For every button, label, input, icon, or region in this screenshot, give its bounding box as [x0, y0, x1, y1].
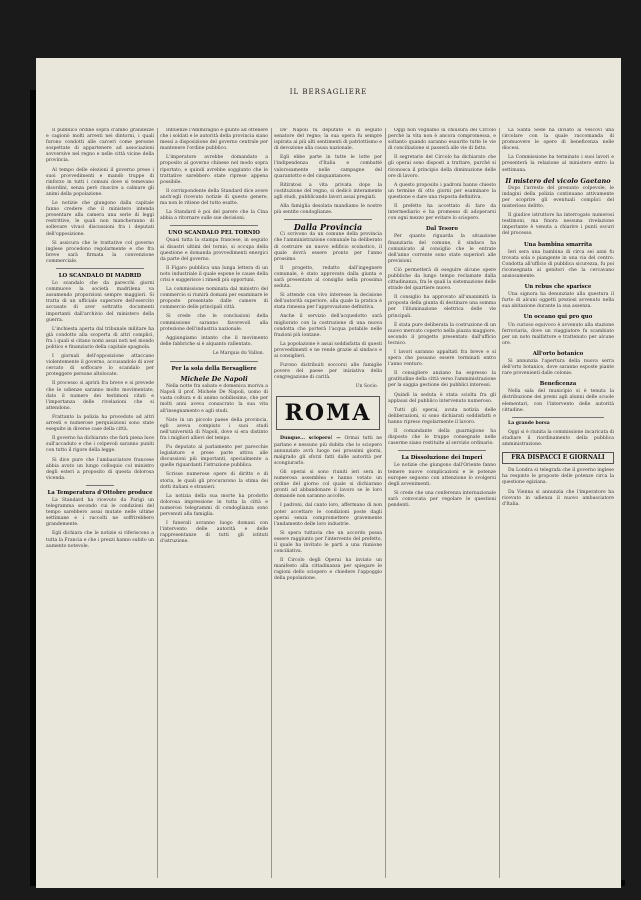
- column-rule: [385, 128, 386, 878]
- column-rule: [157, 128, 158, 878]
- column-rule: [499, 128, 500, 878]
- section-heading: Michele De Napoli: [180, 375, 248, 384]
- section-heading: Una bambina smarrita: [523, 241, 592, 248]
- section-heading: La Dissoluzione dei Imperi: [401, 455, 483, 462]
- section-heading: Un oceano qui pro quo: [523, 314, 593, 321]
- column-2: Influenze l'Ammiraglio è giunto ad ottenere che i soldati e le autorità della provincia siano messi a disposizione del governo centrale per mantenere l'ordine pubblico. L'imperatore avrebbe domandato a proposito al governo chinese nel modo sopra riportato, e quindi avrebbe soggiunto che le trattative sarebbero state riprese appena possibile. Il corrispondente della Standard dice avere anch'egli ricevuto notizie di questo genere, ma non le ritiene del tutto esatte. La Standard è poi del parere che la Cina abbia a ritornare sulle sue decisioni. UNO SCANDALO PEL TORNIO Quasi tutta la stampa francese, in seguito ai disastri ultimi del tornio, si occupa della questione e domanda provvedimenti energici da parte del governo. Il Figaro pubblica una lunga lettera di un noto industriale il quale espone le cause della crisi e suggerisce i rimedi più opportuni. La commissione nominata dal ministro del commercio si riunirà domani per esaminare le proposte presentate dalle camere di commercio delle principali città. Si crede che le conclusioni della commissione saranno favorevoli alla protezione dell'industria nazionale. Aggiungiamo intanto che il movimento delle fabbriche si è alquanto rallentato. Le Marquis du Vallon. Per la sola della Bersagliere Michele De Napoli Nella notte fra sabato e domenica moriva a Napoli il prof. Michele De Napoli, uomo di vasta coltura e di animo nobilissimo, che per molti anni aveva consacrato la sua vita all'insegnamento e agli studi. Nato in un piccolo paese della provincia, egli aveva compiuto i suoi studi nell'università di Napoli, dove si era distinto fra i migliori allievi del tempo. Fu deputato al parlamento per parecchie legislature e prese parte attiva alle discussioni più importanti, specialmente a quelle riguardanti l'istruzione pubblica. Scrisse numerose opere di diritto e di storia, le quali gli procurarono la stima dei dotti italiani e stranieri. La notizia della sua morte ha prodotto dolorosa impressione in tutta la città e numerosi telegrammi di condoglianza sono pervenuti alla famiglia. I funerali avranno luogo domani con l'intervento delle autorità e delle rappresentanze di tutti gli istituti d'istruzione.: [160, 128, 268, 545]
- column-1: Il pubblico ordine sopra d'ambo grandezze e cagionò molti arresti nei dintorni, i quali furono condotti alle carceri come persone sospettate di appartenere ad associazioni sovversive nel regno e nelle città vicine della provincia. Al tempo delle elezioni il governo prese i suoi provvedimenti e mandò truppe di rinforzo in tutti i comuni dove si temevano disordini, senza però riuscire a calmare gli animi della popolazione. Le notizie che giungono dalla capitale fanno credere che il ministero intenda presentare alla camera una serie di leggi restrittive, le quali non mancheranno di sollevare vivaci discussioni fra i deputati dell'opposizione. Si assicura che le trattative col governo inglese procedono regolarmente e che fra breve sarà firmata la convenzione commerciale. LO SCANDALO DI MADRID Lo scandalo che da parecchi giorni commuove la società madrilena va assumendo proporzioni sempre maggiori. Si tratta di un ufficiale superiore dell'esercito accusato di aver sottratto documenti importanti dall'archivio del ministero della guerra. L'inchiesta aperta dal tribunale militare ha già condotto alla scoperta di altri complici, fra i quali si citano nomi assai noti nel mondo politico e finanziario della capitale spagnola. I giornali dell'opposizione attaccano violentemente il governo, accusandolo di aver cercato di soffocare lo scandalo per proteggere persone altolocate. Il processo si aprirà fra breve e si prevede che le udienze saranno molto movimentate, dato il numero dei testimoni citati e l'importanza delle rivelazioni che si attendono. Frattanto la polizia ha proceduto ad altri arresti e numerose perquisizioni sono state eseguite in diverse case della città. Il governo ha dichiarato che farà piena luce sull'accaduto e che i colpevoli saranno puniti con tutto il rigore della legge. Si dice pure che l'ambasciatore francese abbia avuto un lungo colloquio col ministro degli esteri a proposito di questa dolorosa vicenda. La Temperatura d'Ottobre produce La Standard ha ricevuto da Parigi un telegramma secondo cui le condizioni del tempo sarebbero assai mutate nelle ultime settimane e i raccolti ne soffrirebbero grandemente. Egli dichiara che le notizie si riferiscono a tutta la Francia e che i prezzi hanno subito un aumento notevole.: [46, 128, 154, 549]
- divider: [170, 361, 258, 362]
- lead-text: Dunque... sciopero! —: [280, 436, 341, 442]
- page-masthead: IL BERSAGLIERE: [289, 88, 368, 96]
- section-heading: Per la sola della Bersagliere: [171, 366, 257, 372]
- divider: [284, 219, 372, 220]
- byline: Le Marquis du Vallon.: [212, 350, 264, 356]
- section-heading: Il mistero del vicolo Gaetano: [505, 176, 611, 185]
- section-heading: Dal Tesoro: [426, 226, 458, 233]
- section-heading: La Temperatura d'Ottobre produce: [47, 489, 153, 496]
- divider: [398, 450, 486, 451]
- section-heading: All'orto botanico: [532, 350, 584, 357]
- section-heading: UNO SCANDALO PEL TORNIO: [168, 230, 260, 237]
- dispatches-heading-box: [502, 452, 614, 464]
- section-heading: Un rebus che sparisce: [524, 284, 592, 291]
- divider: [56, 268, 144, 269]
- section-heading: Beneficenza: [539, 381, 577, 388]
- column-rule: [271, 128, 272, 878]
- divider: [170, 225, 258, 226]
- rome-section-box: [276, 396, 380, 430]
- rome-bottom-lead: La grande borsa: [508, 420, 550, 426]
- column-3: De' Napoli fu deputato e in seguito senatore del regno; la sua opera fu sempre ispirata ai più alti sentimenti di patriottismo e di devozione alla causa nazionale. Egli ebbe parte in tutte le lotte per l'indipendenza d'Italia e combatté valorosamente nelle campagne del quarantotto e del cinquantanove. Ritiratosi a vita privata dopo la costituzione del regno, si dedicò interamente agli studi, pubblicando lavori assai pregiati. Alla famiglia desolata mandiamo le nostre più sentite condoglianze. Dalla Provincia Ci scrivono da un comune della provincia che l'amministrazione comunale ha deliberato di costruire un nuovo edificio scolastico, il quale dovrà essere pronto per l'anno prossimo. Il progetto, redatto dall'ingegnere comunale, è stato approvato dalla giunta e sarà presentato al consiglio nella prossima seduta. Si attende con vivo interesse la decisione dell'autorità superiore, alla quale la pratica è stata rimessa per l'approvazione definitiva. Anche il servizio dell'acquedotto sarà migliorato con la costruzione di una nuova condotta che porterà l'acqua potabile nelle frazioni più lontane. La popolazione è assai soddisfatta di questi provvedimenti e ne rende grazie al sindaco e ai consiglieri. Furono distribuiti soccorsi alle famiglie povere del paese per iniziativa della congregazione di carità. Un Socio. ROMA Dunque... sciopero! — Ormai tutti ne parlano e nessuno più dubita che lo sciopero annunziato avrà luogo nei prossimi giorni, malgrado gli sforzi fatti dalle autorità per scongiurarlo. Gli operai si sono riuniti ieri sera in numerosa assemblea e hanno votato un ordine del giorno col quale si dichiarano pronti ad abbandonare il lavoro se le loro domande non saranno accolte. I padroni, dal canto loro, affermano di non poter accettare le condizioni poste dagli operai senza compromettere gravemente l'andamento delle loro industrie. Si spera tuttavia che un accordo possa essere raggiunto per l'intervento del prefetto, il quale ha invitato le parti a una riunione conciliativa. Il Circolo degli Operai ha inviato un manifesto alla cittadinanza per spiegare le ragioni dello sciopero e chiedere l'appoggio della popolazione.: [274, 128, 382, 582]
- section-heading: LO SCANDALO DI MADRID: [58, 272, 142, 279]
- divider: [512, 417, 604, 418]
- column-5: La Santa Sede ha inviato ai vescovi una circolare con la quale raccomanda di promuovere le opere di beneficenza nelle diocesi. La Commissione ha terminato i suoi lavori e presenterà la relazione al ministero entro la settimana. Il mistero del vicolo Gaetano Dopo l'arresto del presunto colpevole, le indagini della polizia continuano attivamente per scoprire gli eventuali complici del misterioso delitto. Il giudice istruttore ha interrogato numerosi testimoni, ma finora nessuna rivelazione importante è venuta a chiarire i punti oscuri del processo. Una bambina smarrita Ieri sera una bambina di circa sei anni fu trovata sola e piangente in una via del centro. Condotta all'ufficio di pubblica sicurezza, fu poi riconsegnata ai genitori che la cercavano ansiosamente. Un rebus che sparisce Una signora ha denunziato alla questura il furto di alcuni oggetti preziosi avvenuto nella sua abitazione durante la sua assenza. Un oceano qui pro quo Un curioso equivoco è avvenuto alla stazione ferroviaria, dove un viaggiatore fu scambiato per un noto malfattore e trattenuto per alcune ore. All'orto botanico Si annunzia l'apertura della nuova serra dell'orto botanico, dove saranno esposte piante rare provenienti dalle colonie. Beneficenza Nella sala del municipio si è tenuta la distribuzione dei premi agli alunni delle scuole elementari, con l'intervento delle autorità cittadine. La grande borsa Oggi si è riunita la commissione incaricata di studiare il riordinamento della pubblica amministrazione. FRA DISPACCI E GIORNALI Da Londra si telegrafa che il governo inglese ha respinto le proposte delle potenze circa la questione egiziana. Da Vienna si annunzia che l'imperatore ha ricevuto in udienza il nuovo ambasciatore d'Italia.: [502, 128, 614, 507]
- newspaper-page: [36, 58, 621, 888]
- column-4: Oggi non vogliamo la chiusura del Circolo perché la vita non è ancora compromessa, e soltanto quando saranno esaurite tutte le vie di conciliazione si passerà alle vie di fatto. Il segretario del Circolo ha dichiarato che gli operai sono disposti a trattare, purché si riconosca il principio della diminuzione delle ore di lavoro. A questo proposito i padroni hanno chiesto un termine di otto giorni per esaminare la questione e dare una risposta definitiva. Il prefetto ha accettato di fare da intermediario e ha promesso di adoperarsi con ogni mezzo per evitare lo sciopero. Dal Tesoro Per quanto riguarda la situazione finanziaria del comune, il sindaco ha comunicato al consiglio che le entrate dell'anno corrente sono state superiori alle previsioni. Ciò permetterà di eseguire alcune opere pubbliche da lungo tempo reclamate dalla cittadinanza, fra le quali la sistemazione delle strade del quartiere nuovo. Il consiglio ha approvato all'unanimità la proposta della giunta di destinare una somma per l'illuminazione elettrica delle vie principali. È stata pure deliberata la costruzione di un nuovo mercato coperto nella piazza maggiore, secondo il progetto presentato dall'ufficio tecnico. I lavori saranno appaltati fra breve e si spera che possano essere terminati entro l'anno venturo. Il consigliere anziano ha espresso la gratitudine della città verso l'amministrazione per la saggia gestione dei pubblici interessi. Quindi la seduta è stata sciolta fra gli applausi del pubblico intervenuto numeroso. Tutti gli operai, avuta notizia delle deliberazioni, si sono dichiarati soddisfatti e hanno ripreso regolarmente il lavoro. Il comandante della guarnigione ha disposto che le truppe consegnate nelle caserme siano restituite al servizio ordinario. La Dissoluzione dei Imperi Le notizie che giungono dall'Oriente fanno temere nuove complicazioni e le potenze europee seguono con attenzione lo svolgersi degli avvenimenti. Si crede che una conferenza internazionale sarà convocata per regolare le questioni pendenti.: [388, 128, 496, 508]
- section-heading: ROMA: [284, 400, 372, 427]
- section-heading: Dalla Provincia: [293, 222, 363, 233]
- divider: [86, 485, 114, 486]
- section-heading: FRA DISPACCI E GIORNALI: [511, 454, 605, 462]
- byline: Un Socio.: [355, 384, 378, 390]
